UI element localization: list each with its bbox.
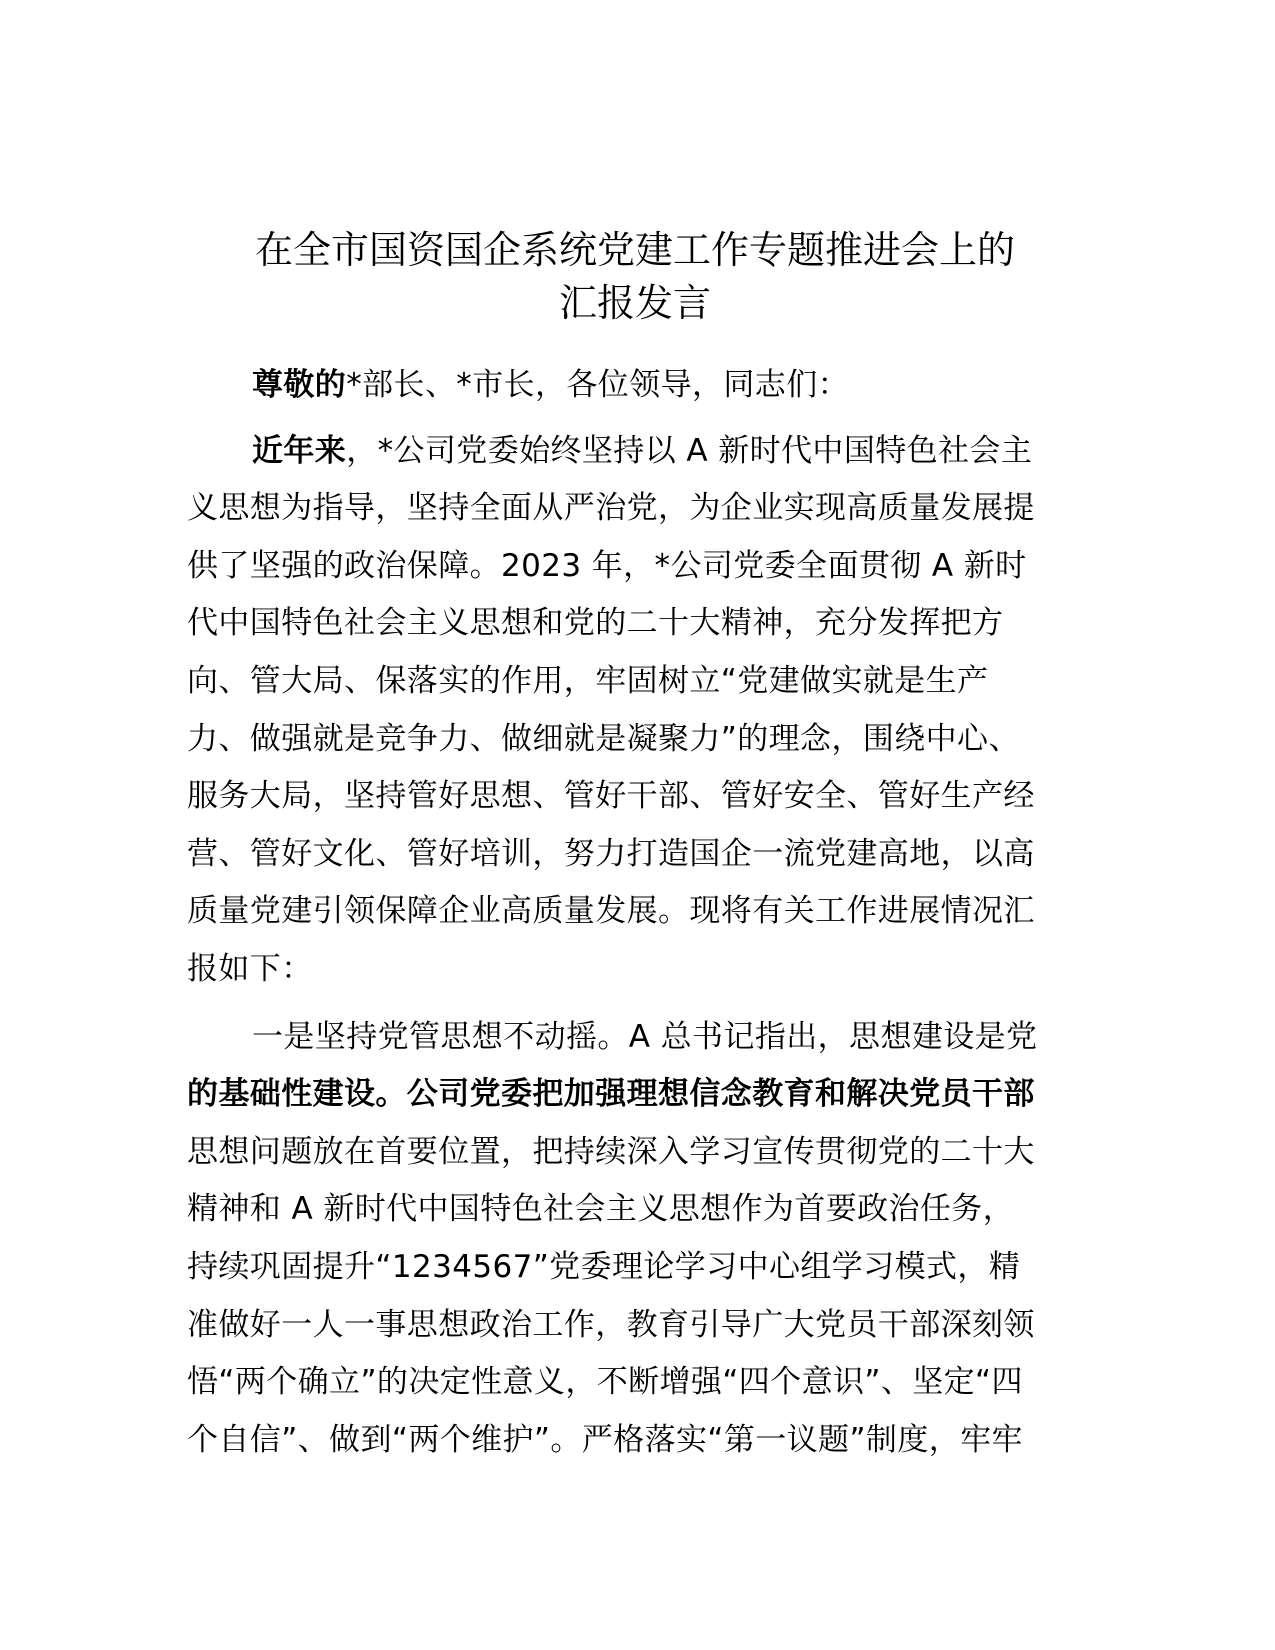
paragraph-line: 义思想为指导，坚持全面从严治党，为企业实现高质量发展提 <box>187 490 1035 527</box>
paragraph-line: 思想问题放在首要位置，把持续深入学习宣传贯彻党的二十大 <box>187 1133 1035 1170</box>
paragraph-line: 悟“两个确立”的决定性意义，不断增强“四个意识”、坚定“四 <box>187 1364 1023 1401</box>
title-line-1: 在全市国资国企系统党建工作专题推进会上的 <box>254 228 1015 272</box>
paragraph-lead: 近年来 <box>252 432 347 469</box>
paragraph-line <box>187 423 1085 481</box>
paragraph-line-text: ，*公司党委始终坚持以 A 新时代中国特色社会主 <box>346 432 1033 469</box>
paragraph-line: 一是坚持党管思想不动摇。A 总书记指出，思想建设是党 <box>252 1018 1038 1055</box>
paragraph-line: 准做好一人一事思想政治工作，教育引导广大党员干部深刻领 <box>187 1306 1035 1343</box>
salutation-rest: *部长、*市长，各位领导，同志们： <box>346 367 850 403</box>
paragraph-intro <box>187 423 1085 999</box>
title-line-2: 汇报发言 <box>558 281 711 325</box>
paragraph-line: 代中国特色社会主义思想和党的二十大精神，充分发挥把方 <box>187 605 1004 642</box>
document-body <box>187 357 1085 1469</box>
paragraph-ideology <box>187 1009 1085 1470</box>
paragraph-line: 报如下： <box>187 950 313 987</box>
paragraph-line: 向、管大局、保落实的作用，牢固树立“党建做实就是生产 <box>187 662 989 699</box>
paragraph-line: 质量党建引领保障企业高质量发展。现将有关工作进展情况汇 <box>187 893 1035 930</box>
paragraph-line: 力、做强就是竞争力、做细就是凝聚力”的理念，围绕中心、 <box>187 720 1020 757</box>
paragraph-line: 服务大局，坚持管好思想、管好干部、管好安全、管好生产经 <box>187 778 1035 815</box>
salutation-line <box>187 357 1085 415</box>
paragraph-line-bold: 的基础性建设。公司党委把加强理想信念教育和解决党员干部 <box>187 1076 1035 1113</box>
paragraph-line: 个自信”、做到“两个维护”。严格落实“第一议题”制度，牢牢 <box>187 1421 1023 1458</box>
document-title <box>180 224 1090 330</box>
salutation-bold: 尊敬的 <box>252 367 347 403</box>
paragraph-line: 持续巩固提升“1234567”党委理论学习中心组学习模式，精 <box>187 1248 1021 1285</box>
paragraph-line: 精神和 A 新时代中国特色社会主义思想作为首要政治任务， <box>187 1191 1015 1228</box>
paragraph-line: 供了坚强的政治保障。2023 年，*公司党委全面贯彻 A 新时 <box>187 547 1027 584</box>
paragraph-line: 营、管好文化、管好培训，努力打造国企一流党建高地，以高 <box>187 835 1035 872</box>
salutation <box>187 357 1085 415</box>
